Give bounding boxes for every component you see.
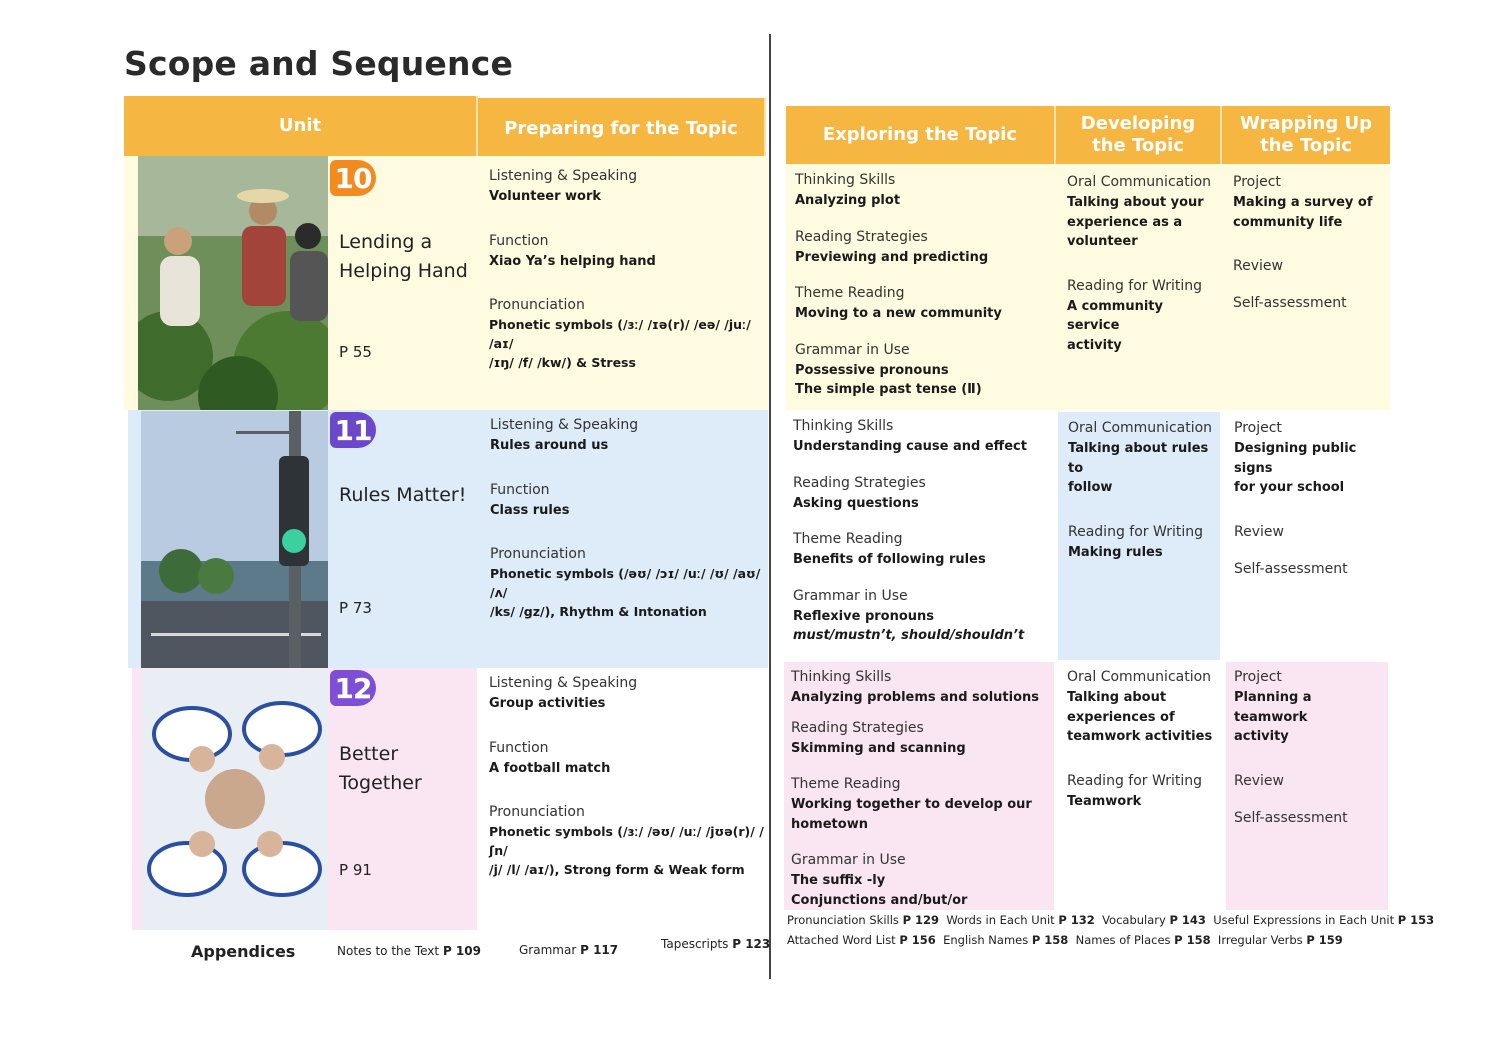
theme-reading-value: Benefits of following rules [793,552,986,567]
unit-10-title-line1: Lending a [339,231,433,253]
appendix-name: Irregular Verbs [1217,933,1303,947]
grammar-label: Grammar in Use [795,341,910,358]
appendix-name: Notes to the Text [337,944,440,958]
unit-12-exploring [791,667,1053,910]
ls-label: Listening & Speaking [490,417,639,433]
review-label: Review [1233,258,1283,274]
pronunciation-label: Pronunciation [489,804,585,820]
project-value-2: activity [1234,729,1289,744]
ls-label: Listening & Speaking [489,675,638,691]
reading-writing-value-1: A community service [1067,298,1163,333]
unit-12-developing [1067,667,1219,811]
oral-communication-label: Oral Communication [1067,174,1212,190]
appendix-name: Words in Each Unit [946,913,1055,927]
self-assessment-label: Self-assessment [1233,295,1347,311]
project-label: Project [1234,420,1282,436]
appendix-name: English Names [943,933,1029,947]
appendix-name: Vocabulary [1102,913,1166,927]
project-value-2: for your school [1234,480,1345,495]
unit-10-preparing [489,166,764,372]
appendix-page: P 156 [899,933,936,947]
ls-value: Volunteer work [489,189,602,204]
reading-writing-label: Reading for Writing [1068,523,1203,540]
appendix-page: P 123 [732,937,771,951]
review-label: Review [1234,772,1284,789]
reading-writing-label: Reading for Writing [1067,277,1202,294]
oral-communication-value-3: teamwork activities [1067,729,1213,744]
header-wrapping-line1: Wrapping Up [1240,112,1372,134]
review-label: Review [1234,523,1284,540]
pronunciation-label: Pronunciation [489,297,585,313]
reading-strategies-value: Skimming and scanning [791,740,966,756]
theme-reading-label: Theme Reading [795,285,905,301]
unit-10-wrapping [1233,172,1388,314]
appendix-page: P 132 [1058,913,1095,927]
ls-label: Listening & Speaking [489,168,638,184]
pronunciation-value-1: Phonetic symbols (/əʊ/ /ɔɪ/ /uː/ /ʊ/ /aʊ/ /ʌ/ [490,566,761,600]
oral-communication-label: Oral Communication [1067,669,1212,685]
unit-10-page: P 55 [339,343,372,361]
page-title: Scope and Sequence [124,44,514,83]
oral-communication-label: Oral Communication [1068,420,1213,436]
grammar-value-2: Conjunctions and/but/or [791,892,968,908]
appendix-page: P 143 [1169,913,1206,927]
unit-11-exploring [793,416,1053,646]
project-value-1: Making a survey of [1233,195,1373,210]
grammar-label: Grammar in Use [793,587,908,604]
unit-11-developing [1068,418,1218,562]
unit-11-title: Rules Matter! [339,484,467,506]
appendix-name: Useful Expressions in Each Unit [1213,913,1395,927]
unit-10-exploring [795,170,1053,400]
oral-communication-value-3: volunteer [1067,234,1138,249]
appendix-row-1 [787,913,1434,927]
appendix-page: P 117 [580,943,619,957]
theme-reading-value-1: Working together to develop our [791,797,1032,812]
reading-writing-label: Reading for Writing [1067,772,1202,789]
header-preparing: Preparing for the Topic [478,98,766,160]
theme-reading-label: Theme Reading [791,776,901,792]
appendix-name: Grammar [519,943,577,957]
header-developing-line1: Developing [1080,112,1196,134]
project-value-1: Planning a teamwork [1234,690,1312,725]
oral-communication-value-2: follow [1068,480,1113,495]
reading-strategies-label: Reading Strategies [795,228,928,245]
grammar-value-1: Possessive pronouns [795,362,949,378]
unit-11-photo [141,411,328,668]
function-value: A football match [489,760,611,776]
appendices-label: Appendices [191,942,296,961]
oral-communication-value-1: Talking about your [1067,195,1204,210]
unit-12-title [339,740,477,797]
oral-communication-value-1: Talking about [1067,690,1167,705]
thinking-skills-label: Thinking Skills [791,669,892,685]
thinking-skills-value: Analyzing plot [795,193,901,208]
header-developing-line2: the Topic [1092,135,1184,156]
appendix-item [337,944,481,958]
function-label: Function [490,481,550,498]
book-spine [769,34,771,979]
unit-10-number-badge: 10 [330,160,376,196]
appendix-page: P 153 [1397,913,1435,927]
header-unit: Unit [124,96,478,156]
function-value: Xiao Ya’s helping hand [489,253,656,269]
pronunciation-value-2: /ks/ /gz/), Rhythm & Intonation [490,603,707,619]
appendix-name: Attached Word List [787,933,896,947]
grammar-value-1: Reflexive pronouns [793,608,935,624]
header-wrapping-line2: the Topic [1260,135,1352,156]
unit-12-title-line2: Together [339,771,422,794]
reading-strategies-label: Reading Strategies [791,719,924,736]
grammar-label: Grammar in Use [791,852,906,868]
project-value-1: Designing public signs [1234,441,1357,476]
unit-11-page: P 73 [339,599,372,617]
pronunciation-value-2: /j/ /l/ /aɪ/), Strong form & Weak form [489,861,745,877]
grammar-value-1: The suffix -ly [791,873,886,888]
thinking-skills-label: Thinking Skills [793,418,894,434]
grammar-value-2: The simple past tense (Ⅱ) [795,382,982,397]
project-value-2: community life [1233,214,1343,230]
unit-11-preparing [490,415,765,621]
reading-strategies-value: Asking questions [793,495,919,511]
reading-writing-value-1: Making rules [1068,544,1163,560]
pronunciation-value-1: Phonetic symbols (/ɜː/ /əʊ/ /uː/ /jʊə(r)/ /ʃn/ [489,824,764,858]
unit-10-title [339,228,477,285]
header-developing [1056,106,1222,164]
unit-12-preparing [489,673,766,879]
reading-strategies-value: Previewing and predicting [795,249,989,265]
thinking-skills-value: Analyzing problems and solutions [791,690,1039,705]
pronunciation-value-1: Phonetic symbols (/ɜː/ /ɪə(r)/ /eə/ /juː/ /aɪ/ [489,317,751,351]
ls-value: Group activities [489,696,606,711]
unit-11-number-badge: 11 [330,412,376,448]
unit-12-number-badge: 12 [330,670,376,706]
self-assessment-label: Self-assessment [1234,560,1348,577]
unit-10-title-line2: Helping Hand [339,259,468,282]
pronunciation-value-2: /ɪŋ/ /f/ /kw/) & Stress [489,354,636,370]
grammar-value-2: must/mustn’t, should/shouldn’t [793,628,1025,643]
project-label: Project [1234,669,1282,685]
header-exploring: Exploring the Topic [786,106,1056,164]
oral-communication-value-2: experiences of [1067,709,1175,725]
pronunciation-label: Pronunciation [490,546,586,562]
theme-reading-value: Moving to a new community [795,306,1002,321]
ls-value: Rules around us [490,438,609,453]
self-assessment-label: Self-assessment [1234,809,1348,826]
oral-communication-value-1: Talking about rules to [1068,441,1209,476]
thinking-skills-value: Understanding cause and effect [793,439,1027,454]
oral-communication-value-2: experience as a [1067,214,1183,230]
function-value: Class rules [490,502,570,518]
theme-reading-label: Theme Reading [793,531,903,547]
appendix-name: Names of Places [1075,933,1171,947]
unit-12-photo [142,669,328,930]
appendix-name: Pronunciation Skills [787,913,899,927]
appendix-page: P 159 [1306,933,1343,947]
unit-12-title-line1: Better [339,743,399,765]
appendix-item [661,937,770,951]
function-label: Function [489,739,549,756]
appendix-row-2 [787,933,1343,947]
appendix-page: P 109 [442,944,481,958]
theme-reading-value-2: hometown [791,816,868,832]
thinking-skills-label: Thinking Skills [795,172,896,188]
appendix-page: P 158 [1174,933,1211,947]
appendix-item [519,943,618,957]
unit-12-page: P 91 [339,861,372,879]
appendix-page: P 158 [1031,933,1069,947]
unit-10-photo [138,156,328,410]
unit-10-developing [1067,172,1219,355]
unit-12-wrapping [1234,667,1386,829]
function-label: Function [489,232,549,249]
unit-11-wrapping [1234,418,1389,580]
project-label: Project [1233,174,1281,190]
appendix-page: P 129 [902,913,939,927]
reading-writing-value-1: Teamwork [1067,793,1142,809]
reading-writing-value-2: activity [1067,337,1122,353]
reading-strategies-label: Reading Strategies [793,474,926,491]
header-wrapping [1222,106,1390,164]
appendix-name: Tapescripts [661,937,729,951]
